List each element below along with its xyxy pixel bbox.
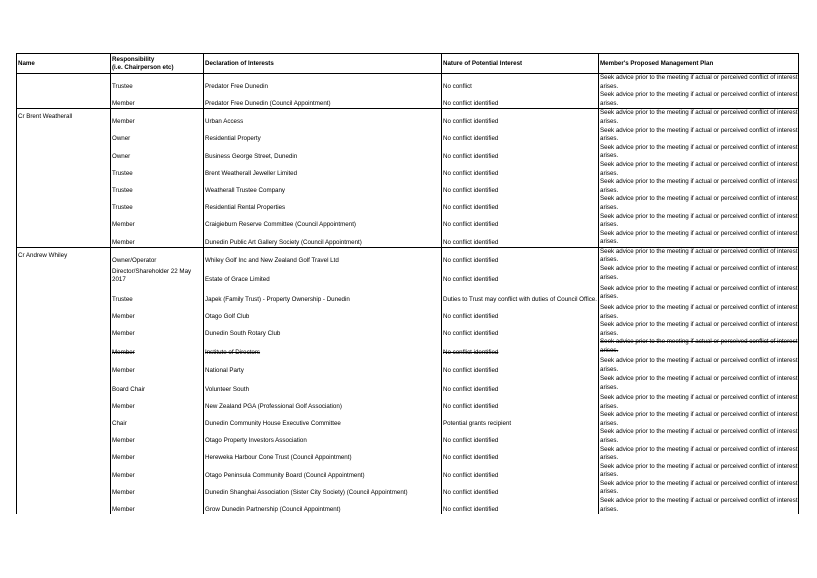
table-row xyxy=(17,375,799,394)
management-plan-cell: Seek advice prior to the meeting if actual or perceived conflict of interest arises. xyxy=(600,212,798,229)
header-declaration: Declaration of Interests xyxy=(204,54,442,74)
table-row xyxy=(17,357,799,376)
responsibility-cell: Member xyxy=(111,357,204,376)
declaration-cell: Business George Street, Dunedin xyxy=(204,144,442,161)
declaration-cell: Institute of Directors xyxy=(204,338,442,357)
responsibility-cell: Member xyxy=(111,338,204,357)
responsibility-cell: Owner xyxy=(111,144,204,161)
management-plan-cell: Seek advice prior to the meeting if actual or perceived conflict of interest arises. xyxy=(600,304,798,320)
management-plan-cell: Seek advice prior to the meeting if actual or perceived conflict of interest arises. xyxy=(600,126,798,143)
nature-cell: No conflict identified xyxy=(442,394,599,411)
nature-cell: No conflict identified xyxy=(442,463,599,480)
management-plan-cell: Seek advice prior to the meeting if actual or perceived conflict of interest arises. xyxy=(600,321,798,337)
member-name-cell xyxy=(17,91,111,109)
declaration-cell: Craigieburn Reserve Committee (Council Appointment) xyxy=(204,213,442,230)
table-body xyxy=(17,74,799,515)
nature-cell: No conflict identified xyxy=(442,446,599,463)
member-name-cell xyxy=(17,213,111,230)
responsibility-cell: Trustee xyxy=(111,161,204,178)
nature-cell: No conflict identified xyxy=(442,127,599,144)
responsibility-cell: Member xyxy=(111,497,204,514)
table-row xyxy=(17,265,799,285)
table-row xyxy=(17,446,799,463)
header-plan: Member's Proposed Management Plan xyxy=(599,54,799,74)
member-name-cell xyxy=(17,304,111,321)
declaration-cell: Volunteer South xyxy=(204,375,442,394)
header-responsibility xyxy=(111,54,204,74)
management-plan-cell: Seek advice prior to the meeting if actual or perceived conflict of interest arises. xyxy=(599,357,799,376)
member-name-cell xyxy=(17,195,111,212)
member-name-cell xyxy=(17,178,111,195)
management-plan-cell: Seek advice prior to the meeting if actual or perceived conflict of interest arises. xyxy=(600,445,798,462)
interests-register-table xyxy=(16,53,799,514)
nature-cell: No conflict identified xyxy=(442,91,599,109)
management-plan-cell: Seek advice prior to the meeting if actual or perceived conflict of interest arises. xyxy=(599,285,799,305)
table-row xyxy=(17,394,799,411)
declaration-cell: Dunedin Public Art Gallery Society (Council Appointment) xyxy=(204,230,442,248)
responsibility-cell: Board Chair xyxy=(111,375,204,394)
nature-cell: No conflict identified xyxy=(442,247,599,265)
table-row xyxy=(17,161,799,178)
nature-cell: No conflict identified xyxy=(442,109,599,127)
nature-cell: Potential grants recipient xyxy=(442,411,599,428)
nature-cell: Duties to Trust may conflict with duties of Council Office. xyxy=(442,285,599,305)
declaration-cell: Otago Peninsula Community Board (Council Appointment) xyxy=(204,463,442,480)
nature-cell: No conflict identified xyxy=(442,213,599,230)
header-responsibility-line2: (i.e. Chairperson etc) xyxy=(112,63,174,71)
member-name-cell xyxy=(17,463,111,480)
nature-cell: No conflict identified xyxy=(442,428,599,445)
responsibility-cell: Trustee xyxy=(111,285,204,305)
declaration-cell: National Party xyxy=(204,357,442,376)
responsibility-cell: Member xyxy=(111,321,204,338)
responsibility-cell: Member xyxy=(111,213,204,230)
nature-cell: No conflict identified xyxy=(442,195,599,212)
header-nature: Nature of Potential Interest xyxy=(442,54,599,74)
table-row xyxy=(17,321,799,338)
member-name-cell xyxy=(17,497,111,514)
responsibility-cell: Owner xyxy=(111,127,204,144)
declaration-cell: Dunedin South Rotary Club xyxy=(204,321,442,338)
declaration-cell: Residential Property xyxy=(204,127,442,144)
management-plan-cell: Seek advice prior to the meeting if actual or perceived conflict of interest arises. xyxy=(600,160,798,177)
table-row xyxy=(17,463,799,480)
header-row xyxy=(17,54,799,74)
nature-cell: No conflict identified xyxy=(442,230,599,248)
management-plan-cell: Seek advice prior to the meeting if actual or perceived conflict of interest arises. xyxy=(599,91,799,109)
management-plan-cell: Seek advice prior to the meeting if actual or perceived conflict of interest arises. xyxy=(599,265,799,285)
member-name-cell xyxy=(17,74,111,92)
table-row xyxy=(17,411,799,428)
management-plan-cell: Seek advice prior to the meeting if actual or perceived conflict of interest arises. xyxy=(600,411,798,427)
responsibility-cell: Member xyxy=(111,304,204,321)
declaration-cell: Japek (Family Trust) - Property Ownership - Dunedin xyxy=(204,285,442,305)
member-name-cell xyxy=(17,321,111,338)
nature-cell: No conflict identified xyxy=(442,144,599,161)
declaration-cell: Brent Weatherall Jeweller Limited xyxy=(204,161,442,178)
management-plan-cell: Seek advice prior to the meeting if actual or perceived conflict of interest arises. xyxy=(599,338,799,357)
management-plan-cell: Seek advice prior to the meeting if actual or perceived conflict of interest arises. xyxy=(600,74,798,90)
table-row xyxy=(17,428,799,445)
nature-cell: No conflict identified xyxy=(442,338,599,357)
table-row xyxy=(17,144,799,161)
declaration-cell: Dunedin Shanghai Association (Sister City Society) (Council Appointment) xyxy=(204,480,442,497)
management-plan-cell: Seek advice prior to the meeting if actual or perceived conflict of interest arises. xyxy=(599,375,799,394)
responsibility-cell: Member xyxy=(111,91,204,109)
declaration-cell: Otago Golf Club xyxy=(204,304,442,321)
nature-cell: No conflict identified xyxy=(442,161,599,178)
declaration-cell: Residential Rental Properties xyxy=(204,195,442,212)
table-row xyxy=(17,338,799,357)
declaration-cell: Hereweka Harbour Cone Trust (Council Appointment) xyxy=(204,446,442,463)
declaration-cell: New Zealand PGA (Professional Golf Association) xyxy=(204,394,442,411)
management-plan-cell: Seek advice prior to the meeting if actual or perceived conflict of interest arises. xyxy=(600,178,798,194)
member-name-cell xyxy=(17,357,111,376)
table-row xyxy=(17,285,799,305)
member-name-cell xyxy=(17,338,111,357)
table-row xyxy=(17,304,799,321)
member-name-cell xyxy=(17,446,111,463)
member-name-cell xyxy=(17,144,111,161)
declaration-cell: Estate of Grace Limited xyxy=(204,265,442,285)
member-name-cell xyxy=(17,161,111,178)
table-row xyxy=(17,127,799,144)
responsibility-cell: Member xyxy=(111,230,204,248)
nature-cell: No conflict identified xyxy=(442,357,599,376)
table-row xyxy=(17,195,799,212)
nature-cell: No conflict identified xyxy=(442,304,599,321)
member-name-cell xyxy=(17,230,111,248)
declaration-cell: Weatherall Trustee Company xyxy=(204,178,442,195)
table-row xyxy=(17,178,799,195)
member-name-cell: Cr Brent Weatherall xyxy=(17,109,111,127)
header-name: Name xyxy=(17,54,111,74)
table-row xyxy=(17,74,799,92)
nature-cell: No conflict identified xyxy=(442,497,599,514)
management-plan-cell: Seek advice prior to the meeting if actual or perceived conflict of interest arises. xyxy=(600,479,798,496)
management-plan-cell: Seek advice prior to the meeting if actual or perceived conflict of interest arises. xyxy=(600,247,798,264)
table-row xyxy=(17,230,799,248)
member-name-cell xyxy=(17,285,111,305)
declaration-cell: Otago Property Investors Association xyxy=(204,428,442,445)
management-plan-cell: Seek advice prior to the meeting if actual or perceived conflict of interest arises. xyxy=(600,143,798,160)
nature-cell: No conflict xyxy=(442,74,599,92)
table-row xyxy=(17,109,799,127)
member-name-cell xyxy=(17,394,111,411)
declaration-cell: Dunedin Community House Executive Committee xyxy=(204,411,442,428)
responsibility-cell: Member xyxy=(111,428,204,445)
management-plan-cell: Seek advice prior to the meeting if actual or perceived conflict of interest arises. xyxy=(600,109,798,125)
declaration-cell: Predator Free Dunedin (Council Appointment) xyxy=(204,91,442,109)
declaration-cell: Whiley Golf Inc and New Zealand Golf Travel Ltd xyxy=(204,247,442,265)
member-name-cell xyxy=(17,127,111,144)
declaration-cell: Grow Dunedin Partnership (Council Appointment) xyxy=(204,497,442,514)
management-plan-cell: Seek advice prior to the meeting if actual or perceived conflict of interest arises. xyxy=(600,428,798,444)
responsibility-cell: Member xyxy=(111,463,204,480)
management-plan-cell: Seek advice prior to the meeting if actual or perceived conflict of interest arises. xyxy=(600,497,798,513)
responsibility-cell: Trustee xyxy=(111,195,204,212)
responsibility-cell: Member xyxy=(111,109,204,127)
responsibility-cell: Member xyxy=(111,446,204,463)
management-plan-cell: Seek advice prior to the meeting if actual or perceived conflict of interest arises. xyxy=(599,230,799,248)
declaration-cell: Predator Free Dunedin xyxy=(204,74,442,92)
management-plan-cell: Seek advice prior to the meeting if actual or perceived conflict of interest arises. xyxy=(600,462,798,479)
nature-cell: No conflict identified xyxy=(442,265,599,285)
table-row xyxy=(17,497,799,514)
table-row xyxy=(17,91,799,109)
responsibility-cell: Trustee xyxy=(111,178,204,195)
member-name-cell xyxy=(17,265,111,285)
member-name-cell xyxy=(17,428,111,445)
management-plan-cell: Seek advice prior to the meeting if actual or perceived conflict of interest arises. xyxy=(600,195,798,211)
member-name-cell xyxy=(17,375,111,394)
member-name-cell xyxy=(17,480,111,497)
nature-cell: No conflict identified xyxy=(442,178,599,195)
responsibility-cell: Chair xyxy=(111,411,204,428)
nature-cell: No conflict identified xyxy=(442,480,599,497)
nature-cell: No conflict identified xyxy=(442,321,599,338)
responsibility-cell: Member xyxy=(111,480,204,497)
nature-cell: No conflict identified xyxy=(442,375,599,394)
declaration-cell: Urban Access xyxy=(204,109,442,127)
member-name-cell xyxy=(17,411,111,428)
responsibility-cell: Member xyxy=(111,394,204,411)
responsibility-cell: Director/Shareholder 22 May 2017 xyxy=(111,265,204,285)
table-row xyxy=(17,480,799,497)
member-name-cell: Cr Andrew Whiley xyxy=(17,247,111,265)
table-row xyxy=(17,247,799,265)
table-row xyxy=(17,213,799,230)
responsibility-cell: Owner/Operator xyxy=(111,247,204,265)
responsibility-cell: Trustee xyxy=(111,74,204,92)
header-responsibility-line1: Responsibility xyxy=(112,56,155,63)
management-plan-cell: Seek advice prior to the meeting if actual or perceived conflict of interest arises. xyxy=(600,393,798,410)
